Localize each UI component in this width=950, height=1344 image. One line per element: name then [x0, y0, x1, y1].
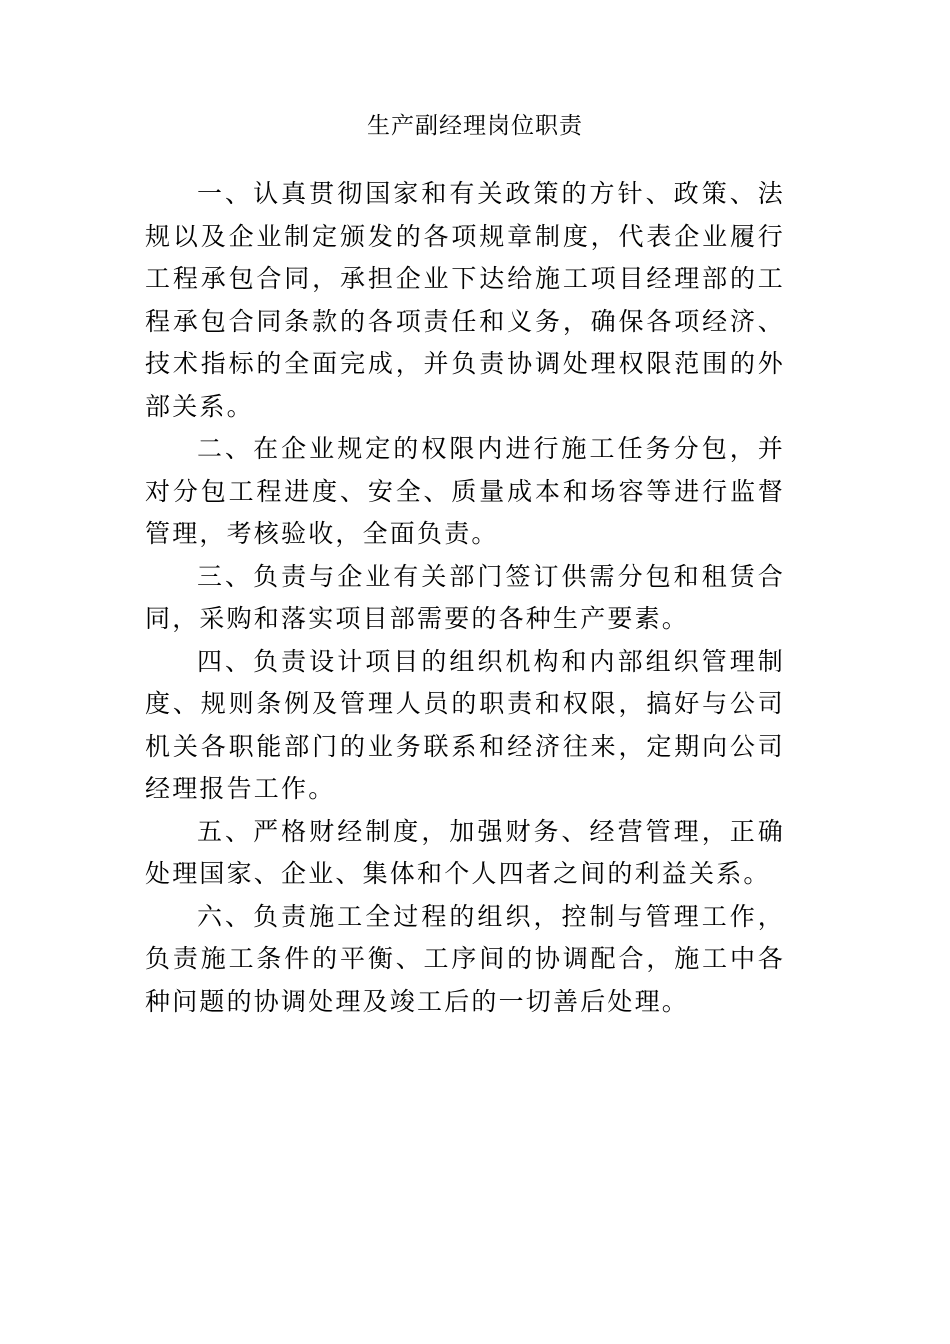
paragraph-2: 二、在企业规定的权限内进行施工任务分包，并对分包工程进度、安全、质量成本和场容等进行监督管理，考核验收，全面负责。 [145, 434, 785, 548]
paragraph-6: 六、负责施工全过程的组织，控制与管理工作，负责施工条件的平衡、工序间的协调配合，施工中各种问题的协调处理及竣工后的一切善后处理。 [145, 901, 785, 1016]
document-body [145, 173, 785, 1023]
paragraph-4: 四、负责设计项目的组织机构和内部组织管理制度、规则条例及管理人员的职责和权限，搞好与公司机关各职能部门的业务联系和经济往来，定期向公司经理报告工作。 [145, 646, 785, 803]
paragraph-1: 一、认真贯彻国家和有关政策的方针、政策、法规以及企业制定颁发的各项规章制度，代表企业履行工程承包合同，承担企业下达给施工项目经理部的工程承包合同条款的各项责任和义务，确保各项经济、技术指标的全面完成，并负责协调处理权限范围的外部关系。 [145, 179, 785, 421]
document-title: 生产副经理岗位职责 [367, 113, 583, 139]
paragraph-3: 三、负责与企业有关部门签订供需分包和租赁合同，采购和落实项目部需要的各种生产要素。 [145, 561, 785, 633]
paragraph-5: 五、严格财经制度，加强财务、经营管理，正确处理国家、企业、集体和个人四者之间的利益关系。 [145, 816, 785, 888]
